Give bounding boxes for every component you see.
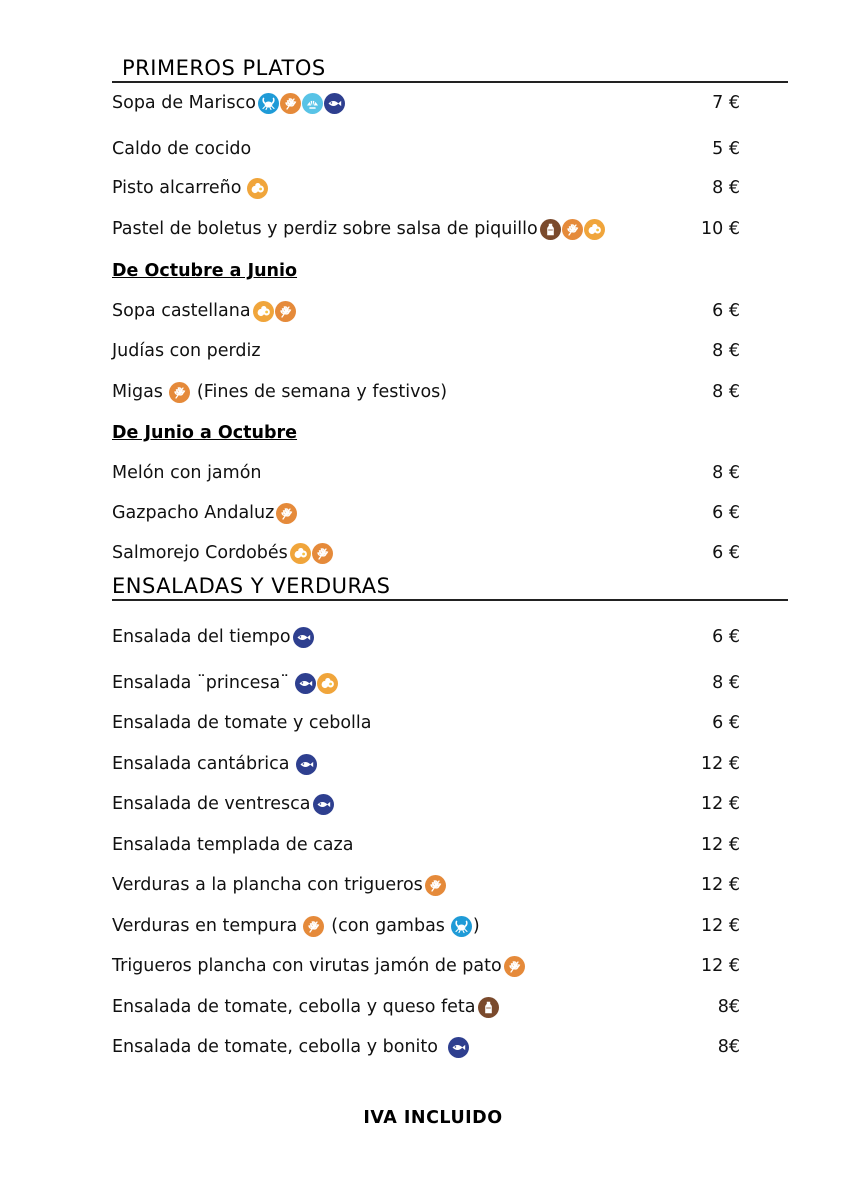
item-price: 8 € xyxy=(712,341,740,361)
egg-icon xyxy=(253,301,274,322)
item-name: Gazpacho Andaluz xyxy=(112,503,275,523)
item-price: 12 € xyxy=(701,754,740,774)
menu-item xyxy=(112,911,740,941)
gluten-icon xyxy=(303,916,324,937)
menu-item xyxy=(112,214,740,244)
menu-item xyxy=(112,870,740,900)
item-price: 8€ xyxy=(717,997,740,1017)
menu-item xyxy=(112,458,740,488)
item-note: (con gambas xyxy=(331,916,445,936)
item-name: Verduras en tempura xyxy=(112,916,298,936)
menu-item xyxy=(112,951,740,981)
item-price: 6 € xyxy=(712,627,740,647)
item-note: (Fines de semana y festivos) xyxy=(196,382,448,402)
item-price: 12 € xyxy=(701,875,740,895)
item-name: Salmorejo Cordobés xyxy=(112,543,288,563)
item-name: Migas xyxy=(112,382,163,402)
section-title-ensaladas: ENSALADAS Y VERDURAS xyxy=(112,574,788,601)
allergen-icons xyxy=(247,178,269,199)
allergen-icons xyxy=(303,916,325,937)
menu-item xyxy=(112,538,740,568)
fish-icon xyxy=(313,794,334,815)
menu-item xyxy=(112,789,740,819)
gluten-icon xyxy=(562,219,583,240)
item-price: 12 € xyxy=(701,916,740,936)
menu-item xyxy=(112,377,740,407)
menu-item xyxy=(112,668,740,698)
menu-item xyxy=(112,498,740,528)
allergen-icons xyxy=(313,794,335,815)
item-name: Sopa de Marisco xyxy=(112,93,256,113)
allergen-icons xyxy=(253,301,297,322)
menu-item xyxy=(112,708,740,738)
subhead-junio-octubre: De Junio a Octubre xyxy=(112,423,298,443)
milk-icon xyxy=(478,997,499,1018)
item-price: 8 € xyxy=(712,463,740,483)
gluten-icon xyxy=(312,543,333,564)
fish-icon xyxy=(293,627,314,648)
item-price: 8 € xyxy=(712,178,740,198)
item-price: 12 € xyxy=(701,956,740,976)
item-price: 6 € xyxy=(712,713,740,733)
egg-icon xyxy=(317,673,338,694)
gluten-icon xyxy=(275,301,296,322)
item-price: 7 € xyxy=(712,93,740,113)
item-name: Ensalada cantábrica xyxy=(112,754,290,774)
milk-icon xyxy=(540,219,561,240)
allergen-icons xyxy=(425,875,447,896)
egg-icon xyxy=(584,219,605,240)
item-note-end: ) xyxy=(472,916,480,936)
fish-icon xyxy=(448,1037,469,1058)
fish-icon xyxy=(324,93,345,114)
item-name: Pisto alcarreño xyxy=(112,178,242,198)
menu-item xyxy=(112,1032,740,1062)
item-name: Ensalada de ventresca xyxy=(112,794,311,814)
item-name: Ensalada de tomate, cebolla y queso feta xyxy=(112,997,476,1017)
section-title-primeros: PRIMEROS PLATOS xyxy=(112,56,788,83)
item-price: 8€ xyxy=(717,1037,740,1057)
egg-icon xyxy=(247,178,268,199)
crustaceans-icon xyxy=(451,916,472,937)
gluten-icon xyxy=(280,93,301,114)
item-name: Ensalada ¨princesa¨ xyxy=(112,673,289,693)
item-price: 12 € xyxy=(701,835,740,855)
item-name: Ensalada templada de caza xyxy=(112,835,354,855)
menu-item xyxy=(112,830,740,860)
item-name: Ensalada de tomate y cebolla xyxy=(112,713,372,733)
item-name: Verduras a la plancha con trigueros xyxy=(112,875,423,895)
item-price: 6 € xyxy=(712,543,740,563)
egg-icon xyxy=(290,543,311,564)
item-price: 10 € xyxy=(701,219,740,239)
allergen-icons xyxy=(296,754,318,775)
allergen-icons xyxy=(169,382,191,403)
item-price: 8 € xyxy=(712,673,740,693)
item-name: Ensalada del tiempo xyxy=(112,627,291,647)
item-name: Ensalada de tomate, cebolla y bonito xyxy=(112,1037,438,1057)
fish-icon xyxy=(296,754,317,775)
crustaceans-icon xyxy=(258,93,279,114)
allergen-icons xyxy=(478,997,500,1018)
item-price: 6 € xyxy=(712,503,740,523)
allergen-icons xyxy=(293,627,315,648)
menu-item xyxy=(112,134,740,164)
mollusc-icon xyxy=(302,93,323,114)
gluten-icon xyxy=(504,956,525,977)
menu-item xyxy=(112,173,740,203)
gluten-icon xyxy=(276,503,297,524)
item-name: Judías con perdiz xyxy=(112,341,261,361)
gluten-icon xyxy=(169,382,190,403)
item-price: 8 € xyxy=(712,382,740,402)
item-name: Melón con jamón xyxy=(112,463,262,483)
allergen-icons xyxy=(276,503,298,524)
menu-item xyxy=(112,336,740,366)
item-price: 5 € xyxy=(712,139,740,159)
item-name: Sopa castellana xyxy=(112,301,251,321)
menu-item xyxy=(112,622,740,652)
gluten-icon xyxy=(425,875,446,896)
menu-item xyxy=(112,992,740,1022)
allergen-icons xyxy=(504,956,526,977)
item-price: 6 € xyxy=(712,301,740,321)
allergen-icons xyxy=(258,93,346,114)
footer-note: IVA INCLUIDO xyxy=(363,1108,503,1128)
item-name: Pastel de boletus y perdiz sobre salsa de piquillo xyxy=(112,219,538,239)
fish-icon xyxy=(295,673,316,694)
allergen-icons xyxy=(448,1037,470,1058)
menu-item xyxy=(112,88,740,118)
item-price: 12 € xyxy=(701,794,740,814)
allergen-icons xyxy=(540,219,606,240)
allergen-icons xyxy=(295,673,339,694)
menu-item xyxy=(112,749,740,779)
allergen-icons xyxy=(290,543,334,564)
note-allergen-icons xyxy=(451,916,473,937)
subhead-octubre-junio: De Octubre a Junio xyxy=(112,261,298,281)
item-name: Caldo de cocido xyxy=(112,139,252,159)
item-name: Trigueros plancha con virutas jamón de pato xyxy=(112,956,502,976)
menu-item xyxy=(112,296,740,326)
